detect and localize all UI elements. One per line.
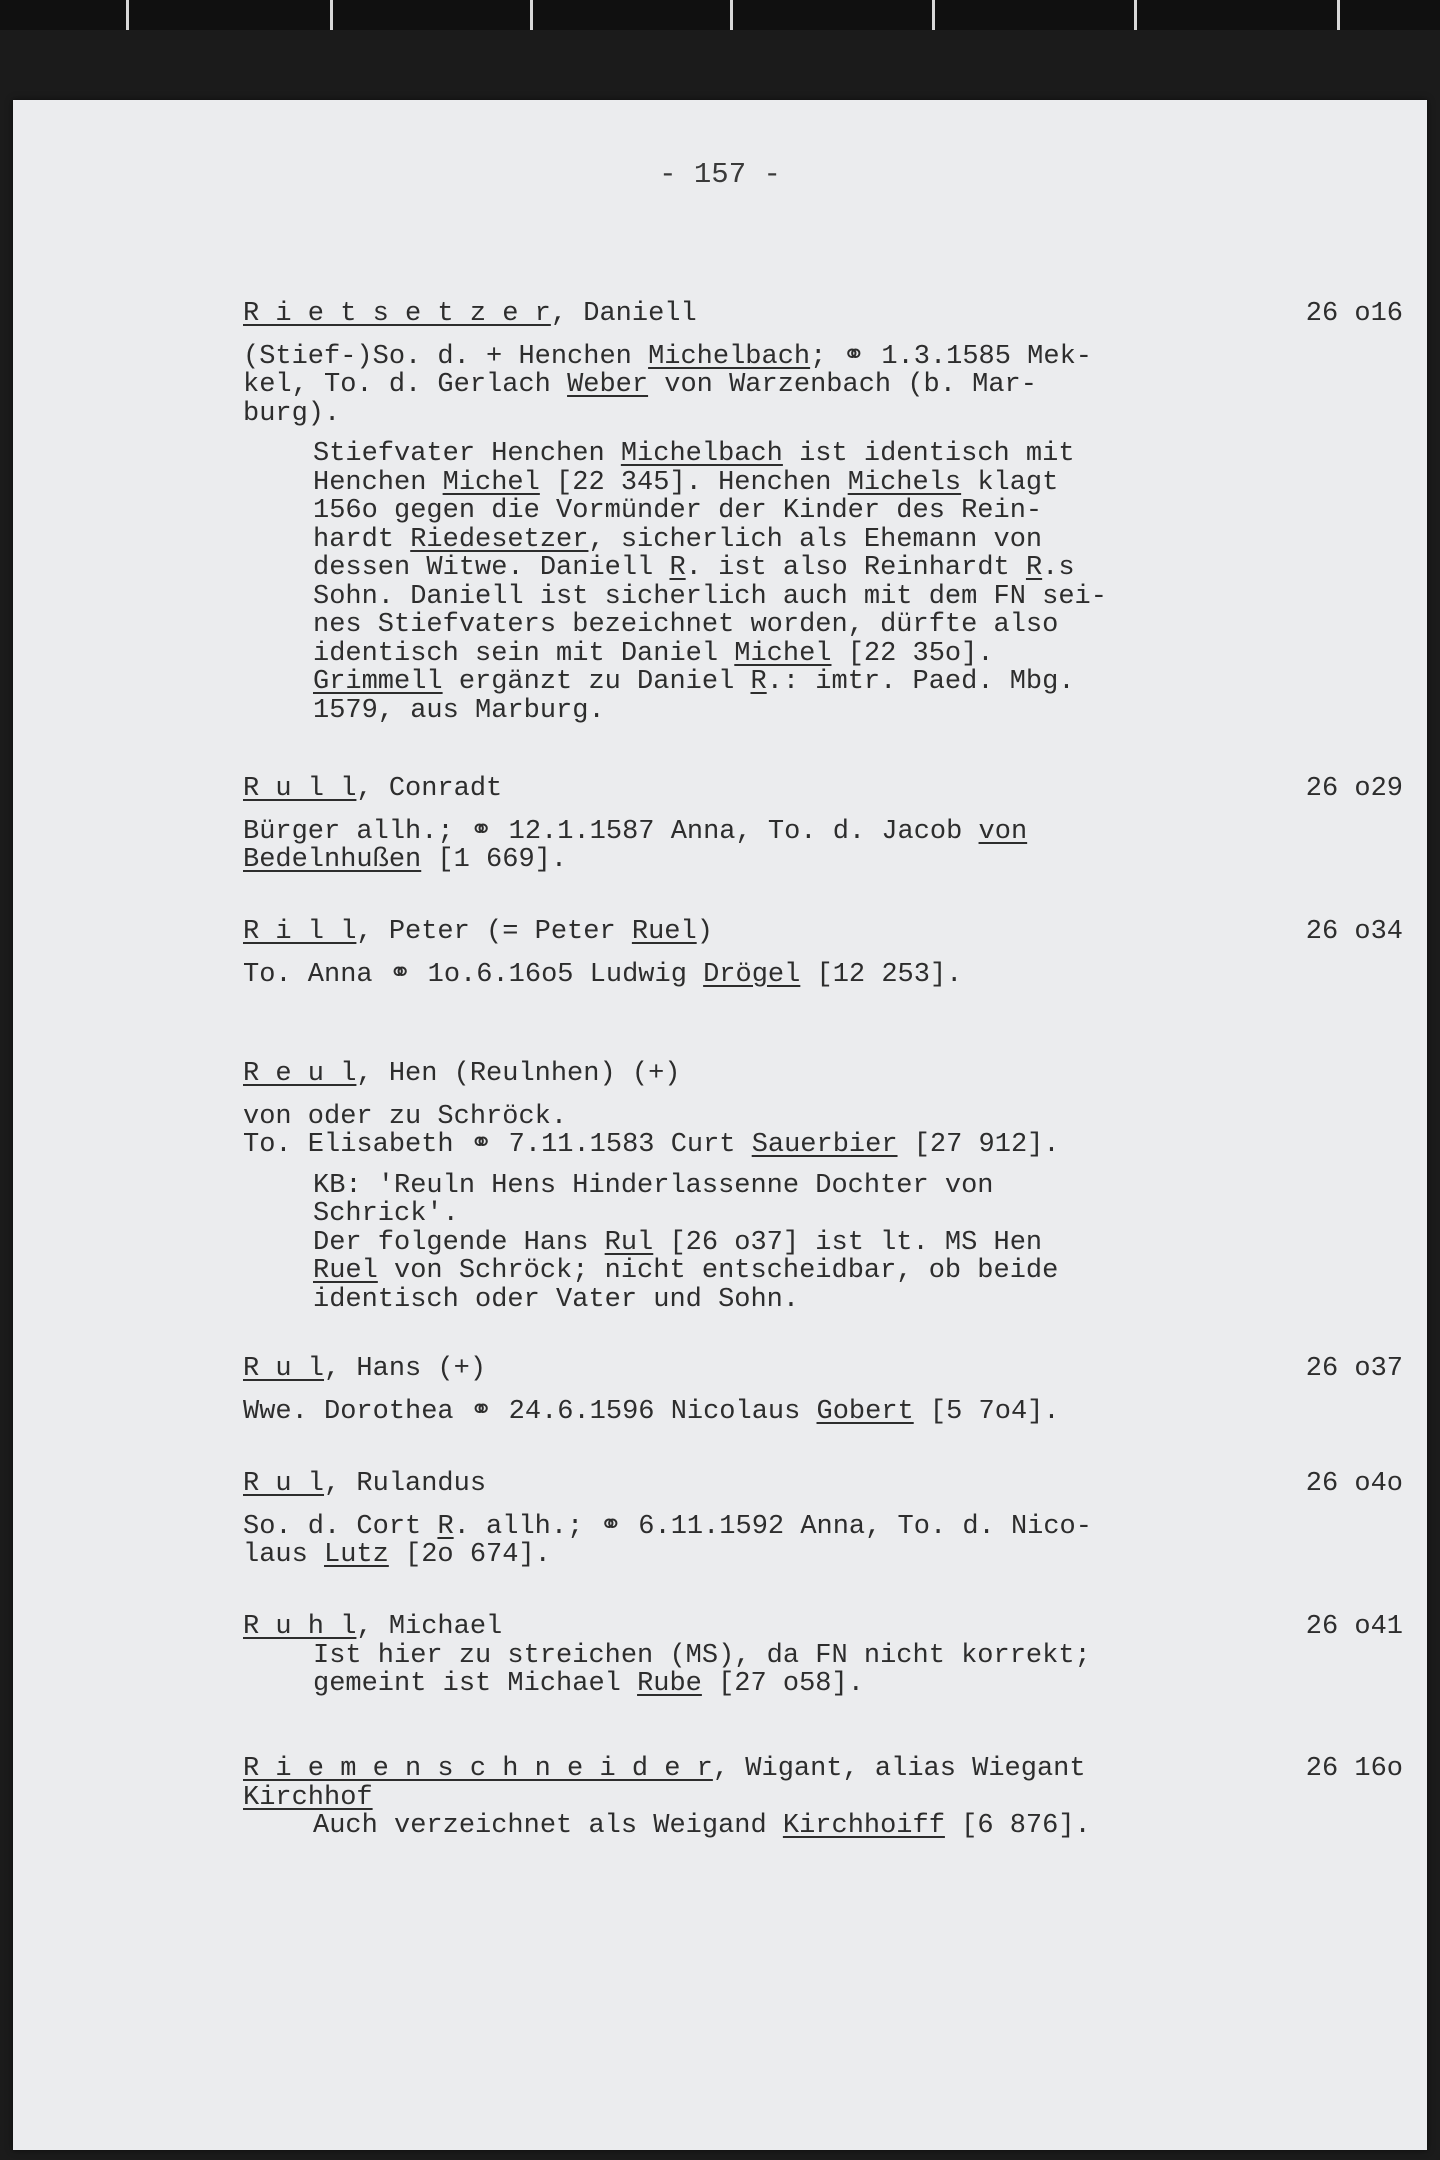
entry-heading [243, 1355, 1183, 1384]
body-link: Drögel [703, 959, 801, 990]
entry-note [313, 440, 1183, 725]
scanner-tick [1337, 0, 1340, 30]
alias-name-link: Ruel [631, 917, 697, 947]
body-text: [12 253]. [800, 959, 963, 990]
entry-number: 26 o37 [1305, 1354, 1403, 1384]
note-text: Ist hier zu streichen (MS), da FN nicht korrekt; gemeint ist Michael [313, 1640, 1091, 1699]
note-text: ist identisch mit Henchen [313, 439, 1075, 498]
surname-spaced: R i l l [243, 917, 357, 947]
entry-heading [243, 775, 1183, 804]
entry-number: 26 16o [1305, 1754, 1403, 1784]
note-link: Kirchhoiff [782, 1811, 945, 1841]
note-text: [26 o37] ist lt. MS Hen [669, 1227, 1043, 1258]
given-name: , Michael [356, 1612, 503, 1642]
note-text: [22 35o]. [847, 638, 994, 669]
body-link: R [437, 1511, 454, 1542]
entry-heading [243, 300, 1183, 329]
note-text: .s Sohn. Daniell ist sicherlich auch mit dem FN sei- nes Stiefvaters bezeichnet worden, dürfte also identisch sein mit Daniel [313, 553, 1107, 669]
entry-note [313, 1812, 1183, 1841]
body-text: [27 912]. [897, 1130, 1060, 1160]
note-link: R [669, 553, 686, 583]
register-entry [243, 300, 1403, 725]
entry-number: 26 o16 [1305, 299, 1403, 329]
given-name: , Wigant, alias Wiegant [712, 1754, 1086, 1784]
body-link: Lutz [324, 1540, 389, 1570]
body-link: Gobert [816, 1396, 914, 1427]
body-text: ; ⚭ 1.3.1585 Mek- kel, To. d. Gerlach [243, 341, 1092, 400]
scanner-tick [730, 0, 733, 30]
entry-heading [243, 918, 1183, 947]
given-name: , Daniell [550, 299, 697, 329]
given-name: , Hans (+) [324, 1354, 487, 1384]
entry-heading [243, 1755, 1183, 1812]
register-entry [243, 1060, 1403, 1314]
entry-number: 26 o34 [1305, 917, 1403, 947]
body-link: von Bedelnhußen [243, 816, 1028, 875]
document-page [13, 100, 1427, 2150]
note-link: Michel [734, 638, 832, 669]
note-text: von Schröck; nicht entscheidbar, ob beide identisch oder Vater und Sohn. [313, 1256, 1059, 1315]
body-text: [2o 674]. [388, 1540, 551, 1570]
note-link: Grimmell [313, 667, 443, 697]
body-text: [5 7o4]. [913, 1396, 1060, 1427]
body-link: Sauerbier [751, 1130, 898, 1160]
entry-body [243, 818, 1183, 875]
entry-body [243, 1103, 1183, 1160]
body-text: von Warzenbach (b. Mar- burg). [243, 370, 1037, 429]
body-text: [1 669]. [421, 845, 568, 875]
entry-number: 26 o29 [1305, 774, 1403, 804]
note-link: Ruel [313, 1256, 378, 1286]
scanner-tick [530, 0, 533, 30]
given-name: , Conradt [356, 774, 503, 804]
entry-body [243, 1398, 1183, 1427]
note-text: [22 345]. Henchen [539, 467, 848, 498]
note-text: Auch verzeichnet als Weigand [313, 1811, 783, 1841]
note-link: Rul [604, 1227, 654, 1258]
register-entry [243, 918, 1403, 989]
register-entry [243, 775, 1403, 875]
note-link: R [1025, 553, 1043, 583]
surname-spaced: R u l l [243, 774, 357, 804]
note-text: .: imtr. Paed. Mbg. 1579, aus Marburg. [313, 667, 1075, 726]
body-link: Michelbach [648, 341, 811, 372]
entry-body [243, 343, 1183, 429]
note-text: Stiefvater Henchen [313, 439, 621, 469]
note-text: [27 o58]. [701, 1669, 864, 1699]
entry-note [313, 1172, 1183, 1315]
register-entry [243, 1470, 1403, 1570]
note-text: ergänzt zu Daniel [442, 667, 751, 697]
note-link: Riedesetzer [410, 524, 589, 555]
entry-body [243, 961, 1183, 990]
note-text: [6 876]. [944, 1811, 1091, 1841]
body-text: Bürger allh.; ⚭ 12.1.1587 Anna, To. d. Jacob [243, 816, 979, 847]
entry-note [313, 1642, 1183, 1699]
body-text: . allh.; ⚭ 6.11.1592 Anna, To. d. Nico- laus [243, 1511, 1092, 1570]
register-entry [243, 1755, 1403, 1841]
body-text: So. d. Cort [243, 1511, 438, 1542]
alias-name-link: Kirchhof [243, 1782, 373, 1813]
register-entry [243, 1355, 1403, 1426]
entry-heading [243, 1470, 1183, 1499]
note-link: Michelbach [620, 439, 783, 469]
note-text: KB: 'Reuln Hens Hinderlassenne Dochter von Schrick'. Der folgende Hans [313, 1170, 994, 1258]
scanner-tick [126, 0, 129, 30]
note-link: Rube [637, 1669, 702, 1699]
note-text: , sicherlich als Ehemann von dessen Witwe. Daniell [313, 524, 1043, 583]
surname-spaced: R e u l [243, 1059, 357, 1089]
scanner-tick [1134, 0, 1137, 30]
note-link: Michels [847, 467, 962, 498]
entry-body [243, 1513, 1183, 1570]
note-link: Michel [442, 467, 540, 498]
scanner-edge-strip [0, 0, 1440, 30]
register-entry [243, 1613, 1403, 1699]
entry-heading [243, 1060, 1183, 1089]
surname-spaced: R u l [243, 1354, 325, 1384]
given-name: , Rulandus [324, 1469, 487, 1499]
note-text: klagt 156o gegen die Vormünder der Kinder des Rein- hardt [313, 467, 1059, 555]
entry-number: 26 o41 [1305, 1612, 1403, 1642]
entry-number: 26 o4o [1305, 1469, 1403, 1499]
page-number: - 157 - [659, 158, 781, 191]
given-name: , Hen (Reulnhen) (+) [356, 1059, 681, 1089]
body-link: Weber [567, 370, 649, 400]
note-link: R [750, 667, 767, 697]
body-text: von oder zu Schröck. To. Elisabeth ⚭ 7.11.1583 Curt [243, 1101, 736, 1160]
heading-end: ) [696, 917, 713, 947]
surname-spaced: R i e m e n s c h n e i d e r [243, 1754, 713, 1784]
body-text: To. Anna ⚭ 1o.6.16o5 Ludwig [243, 959, 704, 990]
surname-spaced: R u l [243, 1469, 325, 1499]
surname-spaced: R u h l [243, 1612, 357, 1642]
entry-heading [243, 1613, 1183, 1642]
body-text: (Stief-)So. d. + Henchen [243, 341, 649, 372]
given-name: , Peter (= Peter [356, 917, 632, 947]
note-text: . ist also Reinhardt [685, 553, 1026, 583]
surname-spaced: R i e t s e t z e r [243, 299, 551, 329]
body-text: Wwe. Dorothea ⚭ 24.6.1596 Nicolaus [243, 1396, 817, 1427]
scanner-tick [932, 0, 935, 30]
scanner-tick [330, 0, 333, 30]
